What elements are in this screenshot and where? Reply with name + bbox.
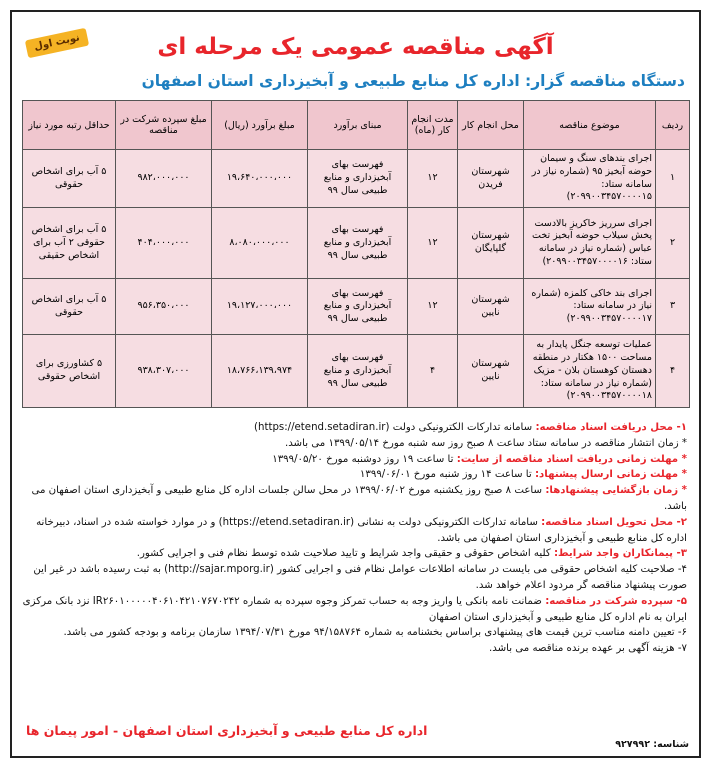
first-notice-badge: نوبت اول — [25, 28, 90, 59]
cell-duration: ۱۲ — [408, 150, 458, 208]
cell-topic: اجرای سرریز خاکریز بالادست پخش سیلاب حوضه آبخیز تخت عباس (شماره نیاز در سامانه ستاد: ۲۰۹۹۰۰۳۴۵۷۰۰۰۰۱۶) — [524, 208, 656, 279]
cell-location: شهرستان فریدن — [458, 150, 524, 208]
col-header-topic: موضوع مناقصه — [524, 101, 656, 150]
note-4-text-2: به ثبت رسیده باشد در غیر این صورت پیشنهاد مناقصه گر مردود اعلام خواهد شد. — [33, 564, 687, 591]
tender-notes — [22, 420, 687, 657]
cell-row-no: ۳ — [656, 279, 690, 335]
note-3-text: کلیه اشخاص حقوقی و حقیقی واجد شرایط و تایید صلاحیت شده توسط نظام فنی و اجرایی کشور. — [136, 548, 551, 560]
cell-basis: فهرست بهای آبخیزداری و منابع طبیعی سال ۹۹ — [308, 335, 408, 408]
cell-topic: اجرای بند خاکی کلمزه (شماره نیاز در سامانه ستاد: ۲۰۹۹۰۰۳۴۵۷۰۰۰۰۱۷) — [524, 279, 656, 335]
cell-basis: فهرست بهای آبخیزداری و منابع طبیعی سال ۹۹ — [308, 279, 408, 335]
cell-estimate: ۱۹،۶۴۰،۰۰۰،۰۰۰ — [212, 150, 308, 208]
note-1b: * زمان انتشار مناقصه در سامانه ستاد ساعت ۸ صبح روز سه شنبه مورخ ۱۳۹۹/۰۵/۱۴ می باشد. — [284, 437, 687, 449]
note-2-text-2: و در موارد خواسته شده در اسناد، دبیرخانه اداره کل منابع طبیعی و آبخیزداری استان اصفهان می باشد. — [36, 516, 687, 544]
cell-basis: فهرست بهای آبخیزداری و منابع طبیعی سال ۹۹ — [308, 208, 408, 279]
note-4 — [22, 562, 687, 594]
col-header-basis: مبنای برآورد — [308, 101, 408, 150]
note-5-text: ضمانت نامه بانکی یا واریز وجه به حساب تمرکز وجوه سپرده به شماره IR۲۶۰۱۰۰۰۰۰۴۰۶۱۰۴۲۱۰۷۶۷۰۲۴۲ نزد بانک مرکزی ایران به نام اداره کل منابع طبیعی و آبخیزداری استان اصفهان — [22, 595, 687, 623]
note-1-label: ۱- محل دریافت اسناد مناقصه: — [535, 422, 687, 433]
sajar-url-link[interactable]: (http://sajar.mporg.ir) — [164, 564, 274, 576]
table-header-row — [23, 101, 690, 150]
col-header-location: محل انجام کار — [458, 101, 524, 150]
cell-duration: ۱۲ — [408, 279, 458, 335]
note-1e-text: ساعت ۸ صبح روز یکشنبه مورخ ۱۳۹۹/۰۶/۰۲ در محل سالن جلسات اداره کل منابع طبیعی و آبخیزداری استان اصفهان می باشد. — [31, 485, 687, 512]
cell-estimate: ۸،۰۸۰،۰۰۰،۰۰۰ — [212, 208, 308, 279]
cell-location: شهرستان نایین — [458, 279, 524, 335]
note-1 — [22, 420, 687, 436]
cell-rank: ۵ آب برای اشخاص حقوقی ۲ آب برای اشخاص حقیقی — [23, 208, 116, 279]
note-4-text: ۴- صلاحیت کلیه اشخاص حقوقی می بایست در سامانه اطلاعات عوامل نظام فنی و اجرایی کشور — [277, 564, 687, 576]
note-1e — [22, 483, 687, 515]
note-5 — [22, 594, 687, 626]
cell-topic: اجرای بندهای سنگ و سیمان حوضه آبخیز ۹۵ (شماره نیاز در سامانه ستاد: ۲۰۹۹۰۰۳۴۵۷۰۰۰۰۱۵) — [524, 150, 656, 208]
note-1d-label: * مهلت زمانی ارسال پیشنهاد: — [534, 469, 687, 481]
table-row — [23, 208, 690, 279]
ad-title: آگهی مناقصه عمومی یک مرحله ای — [157, 34, 554, 60]
tender-table — [22, 100, 690, 408]
col-header-rank: حداقل رتبه مورد نیاز — [23, 101, 116, 150]
note-1-text: سامانه تدارکات الکترونیکی دولت — [392, 422, 533, 433]
issuer-signature: اداره کل منابع طبیعی و آبخیزداری استان اصفهان - امور پیمان ها — [26, 723, 428, 738]
note-1e-label: * زمان بازگشایی پیشنهادها: — [545, 485, 687, 497]
note-3 — [22, 546, 687, 562]
note-2-label: ۲- محل تحویل اسناد مناقصه: — [541, 516, 687, 528]
table-row — [23, 150, 690, 208]
col-header-estimate: مبلغ برآورد (ریال) — [212, 101, 308, 150]
setad-url-link-2[interactable]: (https://etend.setadiran.ir) — [218, 516, 355, 528]
cell-row-no: ۴ — [656, 335, 690, 408]
col-header-duration: مدت انجام کار (ماه) — [408, 101, 458, 150]
cell-basis: فهرست بهای آبخیزداری و منابع طبیعی سال ۹۹ — [308, 150, 408, 208]
note-6: ۶- تعیین دامنه مناسب ترین قیمت های پیشنهادی براساس بخشنامه به شماره ۹۴/۱۵۸۷۶۴ مورخ ۱۳۹۴/۰۷/۳۱ سازمان برنامه و بودجه کشور می باشد. — [63, 627, 687, 639]
cell-rank: ۵ کشاورزی برای اشخاص حقوقی — [23, 335, 116, 408]
note-5-label: ۵- سپرده شرکت در مناقصه: — [545, 595, 687, 607]
cell-estimate: ۱۹،۱۲۷،۰۰۰،۰۰۰ — [212, 279, 308, 335]
cell-duration: ۱۲ — [408, 208, 458, 279]
setad-url-link[interactable]: (https://etend.setadiran.ir) — [254, 422, 390, 433]
note-1d — [22, 467, 687, 483]
note-1c-text: تا ساعت ۱۹ روز دوشنبه مورخ ۱۳۹۹/۰۵/۲۰ — [272, 453, 454, 465]
col-header-row-no: ردیف — [656, 101, 690, 150]
ad-identifier: شناسه: ۹۲۷۹۹۲ — [615, 739, 689, 750]
cell-deposit: ۴۰۴،۰۰۰،۰۰۰ — [116, 208, 212, 279]
note-1c — [22, 452, 687, 468]
table-row — [23, 335, 690, 408]
note-2-text: سامانه تدارکات الکترونیکی دولت به نشانی — [357, 516, 538, 528]
cell-deposit: ۹۳۸،۳۰۷،۰۰۰ — [116, 335, 212, 408]
note-7: ۷- هزینه آگهی بر عهده برنده مناقصه می باشد. — [488, 643, 687, 655]
note-1d-text: تا ساعت ۱۴ روز شنبه مورخ ۱۳۹۹/۰۶/۰۱ — [359, 469, 532, 481]
table-row — [23, 279, 690, 335]
note-3-label: ۳- پیمانکاران واجد شرایط: — [553, 548, 687, 560]
cell-row-no: ۲ — [656, 208, 690, 279]
note-2 — [22, 515, 687, 547]
tendering-agency: دستگاه مناقصه گزار: اداره کل منابع طبیعی و آبخیزداری استان اصفهان — [141, 72, 685, 90]
cell-row-no: ۱ — [656, 150, 690, 208]
cell-rank: ۵ آب برای اشخاص حقوقی — [23, 150, 116, 208]
cell-rank: ۵ آب برای اشخاص حقوقی — [23, 279, 116, 335]
advertisement-frame — [10, 10, 701, 758]
cell-deposit: ۹۵۶،۳۵۰،۰۰۰ — [116, 279, 212, 335]
cell-deposit: ۹۸۲،۰۰۰،۰۰۰ — [116, 150, 212, 208]
note-1c-label: * مهلت زمانی دریافت اسناد مناقصه از سایت: — [456, 453, 687, 465]
cell-topic: عملیات توسعه جنگل پایدار به مساحت ۱۵۰۰ هکتار در منطقه دهستان کوهستان بلان - مزیک (شماره نیاز در سامانه ستاد: ۲۰۹۹۰۰۳۴۵۷۰۰۰۰۱۸) — [524, 335, 656, 408]
cell-estimate: ۱۸،۷۶۶،۱۳۹،۹۷۴ — [212, 335, 308, 408]
cell-duration: ۴ — [408, 335, 458, 408]
cell-location: شهرستان نایین — [458, 335, 524, 408]
col-header-deposit: مبلغ سپرده شرکت در مناقصه — [116, 101, 212, 150]
cell-location: شهرستان گلپایگان — [458, 208, 524, 279]
